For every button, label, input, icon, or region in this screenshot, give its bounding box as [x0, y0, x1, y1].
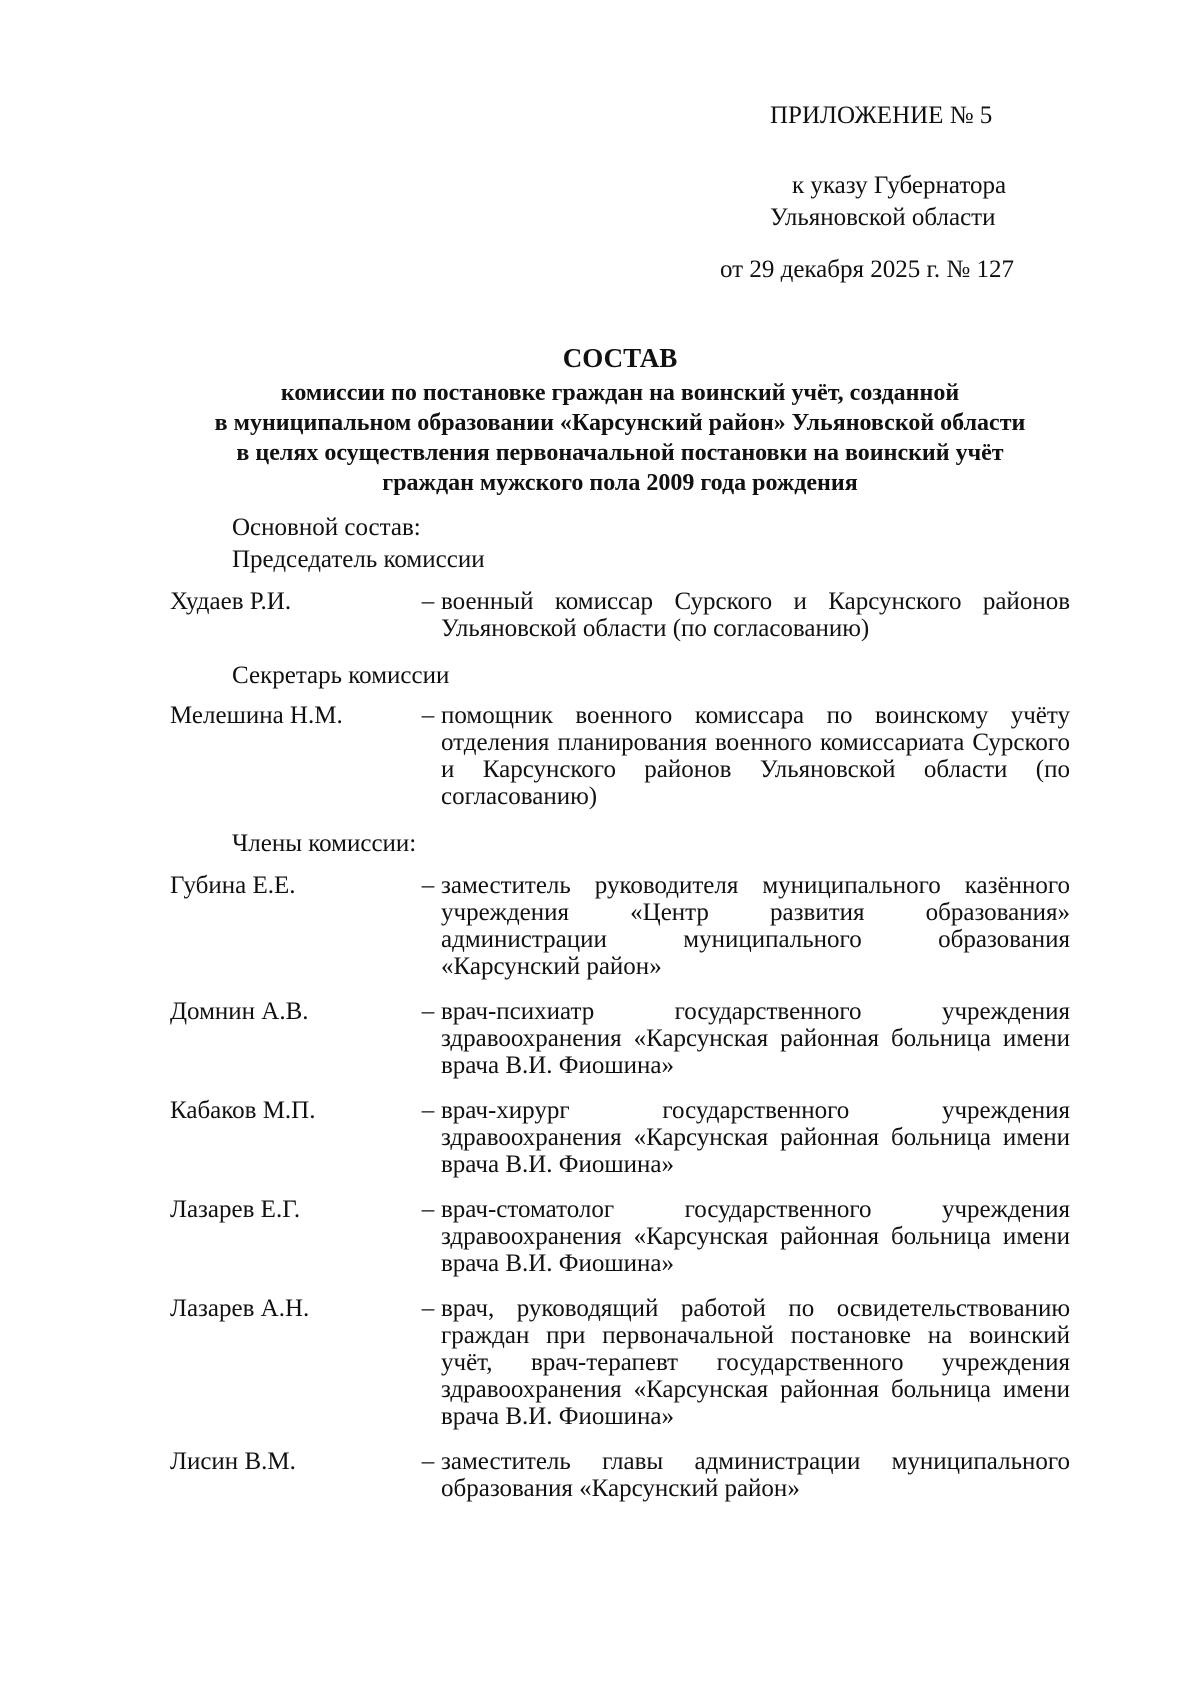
- member-name: Лазарев Е.Г.: [170, 1196, 301, 1223]
- decree-date: от 29 декабря 2025 г. № 127: [720, 256, 1015, 283]
- member-role: заместитель главы администрации муниципального образования «Карсунский район»: [441, 1448, 1070, 1502]
- member-role: врач, руководящий работой по освидетельствованию граждан при первоначальной постановке на воинский учёт, врач-терапевт государственного учреждения здравоохранения «Карсунская районная больница имени врача В.И. Фиошина»: [441, 1295, 1070, 1430]
- member-entry: [170, 1097, 1070, 1178]
- subtitle-line: в муниципальном образовании «Карсунский район» Ульяновской области: [214, 410, 1026, 436]
- document-title: СОСТАВ: [562, 343, 678, 373]
- member-entry: [170, 872, 1070, 980]
- subtitle-line: граждан мужского пола 2009 года рождения: [382, 470, 858, 496]
- appendix-header: [720, 100, 1100, 286]
- subtitle-line: в целях осуществления первоначальной постановки на воинский учёт: [236, 440, 1004, 466]
- dash-separator: –: [421, 1295, 435, 1322]
- dash-separator: –: [421, 702, 435, 729]
- member-entry: [170, 998, 1070, 1079]
- dash-separator: –: [421, 1448, 435, 1475]
- member-role: врач-стоматолог государственного учреждения здравоохранения «Карсунская районная больница имени врача В.И. Фиошина»: [441, 1196, 1070, 1277]
- commission-composition: [170, 512, 1070, 1520]
- member-name: Мелешина Н.М.: [170, 702, 343, 729]
- chair-entry: [170, 588, 1070, 642]
- appendix-number: ПРИЛОЖЕНИЕ № 5: [770, 102, 993, 129]
- member-name: Губина Е.Е.: [170, 872, 296, 899]
- dash-separator: –: [421, 588, 435, 615]
- decree-reference-line-1: к указу Губернатора: [792, 172, 1007, 199]
- member-role: заместитель руководителя муниципального казённого учреждения «Центр развития образования» администрации муниципального образования «Карсунский район»: [441, 872, 1070, 980]
- member-name: Кабаков М.П.: [170, 1097, 316, 1124]
- member-name: Лазарев А.Н.: [170, 1295, 310, 1322]
- title-block: [160, 340, 1080, 498]
- dash-separator: –: [421, 872, 435, 899]
- member-name: Лисин В.М.: [170, 1448, 296, 1475]
- dash-separator: –: [421, 998, 435, 1025]
- subtitle-line: комиссии по постановке граждан на воинский учёт, созданной: [280, 380, 960, 406]
- decree-reference-line-2: Ульяновской области: [770, 204, 996, 231]
- member-entry: [170, 1448, 1070, 1502]
- dash-separator: –: [421, 1196, 435, 1223]
- member-role: врач-хирург государственного учреждения здравоохранения «Карсунская районная больница имени врача В.И. Фиошина»: [441, 1097, 1070, 1178]
- secretary-entry: [170, 702, 1070, 810]
- member-entry: [170, 1295, 1070, 1430]
- dash-separator: –: [421, 1097, 435, 1124]
- member-role: военный комиссар Сурского и Карсунского районов Ульяновской области (по согласованию): [441, 588, 1070, 642]
- member-entry: [170, 1196, 1070, 1277]
- secretary-label: Секретарь комиссии: [232, 662, 450, 689]
- member-name: Домнин А.В.: [170, 998, 309, 1025]
- members-label: Члены комиссии:: [232, 830, 417, 857]
- member-role: врач-психиатр государственного учреждения здравоохранения «Карсунская районная больница имени врача В.И. Фиошина»: [441, 998, 1070, 1079]
- chair-label: Председатель комиссии: [232, 546, 485, 573]
- member-name: Худаев Р.И.: [170, 588, 292, 615]
- main-composition-label: Основной состав:: [232, 514, 421, 541]
- member-role: помощник военного комиссара по воинскому учёту отделения планирования военного комиссариата Сурского и Карсунского районов Ульяновской области (по согласованию): [441, 702, 1070, 810]
